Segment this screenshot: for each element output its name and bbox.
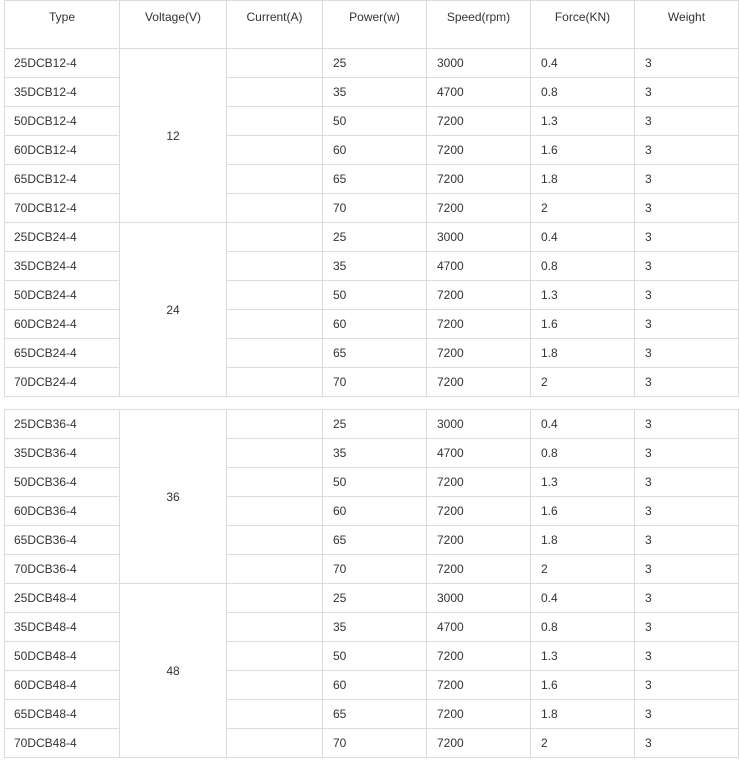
current-cell [227,584,323,613]
force-cell: 0.8 [531,613,635,642]
current-cell [227,252,323,281]
force-cell: 1.3 [531,468,635,497]
speed-cell: 7200 [427,671,531,700]
type-cell: 65DCB12-4 [5,165,120,194]
current-cell [227,310,323,339]
force-cell: 2 [531,729,635,758]
current-cell [227,49,323,78]
weight-cell: 3 [635,368,739,397]
force-cell: 1.8 [531,526,635,555]
current-cell [227,642,323,671]
table-row [5,165,739,194]
power-cell: 25 [323,223,427,252]
weight-cell: 3 [635,339,739,368]
power-cell: 25 [323,49,427,78]
table-row [5,223,739,252]
voltage-cell: 48 [120,584,227,758]
type-cell: 65DCB36-4 [5,526,120,555]
weight-cell: 3 [635,642,739,671]
speed-cell: 4700 [427,439,531,468]
weight-cell: 3 [635,555,739,584]
power-cell: 70 [323,555,427,584]
weight-cell: 3 [635,107,739,136]
force-cell: 1.6 [531,310,635,339]
table-row [5,310,739,339]
power-cell: 60 [323,671,427,700]
table-row [5,368,739,397]
force-cell: 2 [531,368,635,397]
power-cell: 25 [323,410,427,439]
speed-cell: 7200 [427,281,531,310]
type-cell: 65DCB24-4 [5,339,120,368]
table-row [5,729,739,758]
force-cell: 1.3 [531,281,635,310]
table-row [5,107,739,136]
type-cell: 35DCB36-4 [5,439,120,468]
weight-cell: 3 [635,584,739,613]
current-cell [227,671,323,700]
header-voltage: Voltage(V) [120,1,227,49]
current-cell [227,613,323,642]
weight-cell: 3 [635,729,739,758]
weight-cell: 3 [635,49,739,78]
speed-cell: 4700 [427,252,531,281]
type-cell: 60DCB24-4 [5,310,120,339]
speed-cell: 3000 [427,223,531,252]
current-cell [227,729,323,758]
table-row [5,339,739,368]
type-cell: 60DCB36-4 [5,497,120,526]
header-power: Power(w) [323,1,427,49]
table-row [5,526,739,555]
current-cell [227,555,323,584]
table-row [5,439,739,468]
weight-cell: 3 [635,497,739,526]
weight-cell: 3 [635,526,739,555]
header-type: Type [5,1,120,49]
force-cell: 0.8 [531,78,635,107]
current-cell [227,78,323,107]
weight-cell: 3 [635,700,739,729]
voltage-cell: 24 [120,223,227,397]
weight-cell: 3 [635,165,739,194]
power-cell: 50 [323,468,427,497]
table-header-row [5,1,739,49]
type-cell: 25DCB24-4 [5,223,120,252]
type-cell: 70DCB48-4 [5,729,120,758]
speed-cell: 4700 [427,78,531,107]
power-cell: 60 [323,310,427,339]
header-current: Current(A) [227,1,323,49]
speed-cell: 7200 [427,526,531,555]
current-cell [227,165,323,194]
speed-cell: 7200 [427,107,531,136]
current-cell [227,194,323,223]
type-cell: 50DCB12-4 [5,107,120,136]
weight-cell: 3 [635,78,739,107]
power-cell: 65 [323,165,427,194]
table-row [5,468,739,497]
speed-cell: 4700 [427,613,531,642]
weight-cell: 3 [635,136,739,165]
current-cell [227,700,323,729]
power-cell: 25 [323,584,427,613]
table-row [5,194,739,223]
force-cell: 1.8 [531,339,635,368]
force-cell: 1.8 [531,165,635,194]
speed-cell: 7200 [427,497,531,526]
power-cell: 50 [323,281,427,310]
type-cell: 35DCB24-4 [5,252,120,281]
speed-cell: 3000 [427,410,531,439]
current-cell [227,497,323,526]
power-cell: 60 [323,497,427,526]
speed-cell: 3000 [427,584,531,613]
table-row [5,136,739,165]
speed-cell: 7200 [427,165,531,194]
voltage-cell: 12 [120,49,227,223]
force-cell: 1.6 [531,497,635,526]
force-cell: 2 [531,555,635,584]
force-cell: 0.4 [531,584,635,613]
type-cell: 70DCB36-4 [5,555,120,584]
force-cell: 0.4 [531,49,635,78]
table-row [5,410,739,439]
speed-cell: 7200 [427,555,531,584]
current-cell [227,281,323,310]
force-cell: 1.6 [531,136,635,165]
type-cell: 25DCB36-4 [5,410,120,439]
type-cell: 60DCB48-4 [5,671,120,700]
speed-cell: 7200 [427,310,531,339]
table-row [5,584,739,613]
weight-cell: 3 [635,613,739,642]
power-cell: 65 [323,700,427,729]
header-weight: Weight [635,1,739,49]
current-cell [227,439,323,468]
table-row [5,700,739,729]
force-cell: 1.3 [531,642,635,671]
power-cell: 70 [323,194,427,223]
type-cell: 25DCB48-4 [5,584,120,613]
current-cell [227,410,323,439]
motor-spec-table-upper [4,0,739,397]
weight-cell: 3 [635,252,739,281]
power-cell: 35 [323,78,427,107]
speed-cell: 7200 [427,339,531,368]
force-cell: 0.4 [531,223,635,252]
motor-spec-table-lower [4,409,739,758]
type-cell: 35DCB48-4 [5,613,120,642]
current-cell [227,107,323,136]
force-cell: 0.4 [531,410,635,439]
force-cell: 1.8 [531,700,635,729]
power-cell: 70 [323,729,427,758]
table-row [5,78,739,107]
table-row [5,49,739,78]
voltage-cell: 36 [120,410,227,584]
table-row [5,497,739,526]
force-cell: 0.8 [531,439,635,468]
current-cell [227,339,323,368]
power-cell: 60 [323,136,427,165]
table-row [5,642,739,671]
power-cell: 70 [323,368,427,397]
speed-cell: 7200 [427,368,531,397]
current-cell [227,136,323,165]
force-cell: 2 [531,194,635,223]
current-cell [227,368,323,397]
type-cell: 50DCB24-4 [5,281,120,310]
power-cell: 65 [323,526,427,555]
power-cell: 35 [323,252,427,281]
speed-cell: 3000 [427,49,531,78]
power-cell: 35 [323,439,427,468]
weight-cell: 3 [635,281,739,310]
speed-cell: 7200 [427,642,531,671]
weight-cell: 3 [635,223,739,252]
type-cell: 25DCB12-4 [5,49,120,78]
weight-cell: 3 [635,194,739,223]
weight-cell: 3 [635,671,739,700]
weight-cell: 3 [635,468,739,497]
type-cell: 50DCB36-4 [5,468,120,497]
force-cell: 0.8 [531,252,635,281]
type-cell: 35DCB12-4 [5,78,120,107]
table-row [5,671,739,700]
table-row [5,281,739,310]
weight-cell: 3 [635,439,739,468]
weight-cell: 3 [635,310,739,339]
type-cell: 70DCB24-4 [5,368,120,397]
speed-cell: 7200 [427,194,531,223]
type-cell: 60DCB12-4 [5,136,120,165]
power-cell: 65 [323,339,427,368]
type-cell: 70DCB12-4 [5,194,120,223]
force-cell: 1.3 [531,107,635,136]
current-cell [227,468,323,497]
speed-cell: 7200 [427,468,531,497]
header-speed: Speed(rpm) [427,1,531,49]
type-cell: 50DCB48-4 [5,642,120,671]
power-cell: 50 [323,107,427,136]
force-cell: 1.6 [531,671,635,700]
speed-cell: 7200 [427,700,531,729]
current-cell [227,223,323,252]
current-cell [227,526,323,555]
type-cell: 65DCB48-4 [5,700,120,729]
table-row [5,252,739,281]
power-cell: 35 [323,613,427,642]
power-cell: 50 [323,642,427,671]
speed-cell: 7200 [427,136,531,165]
table-row [5,613,739,642]
weight-cell: 3 [635,410,739,439]
table-row [5,555,739,584]
header-force: Force(KN) [531,1,635,49]
speed-cell: 7200 [427,729,531,758]
